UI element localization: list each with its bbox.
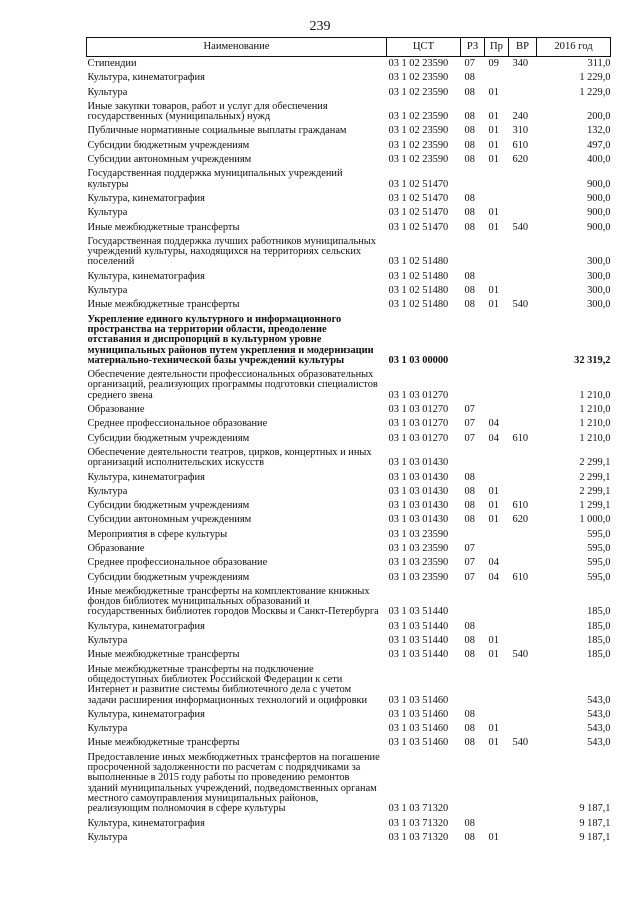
cell-rz <box>461 167 485 192</box>
cell-sum: 900,0 <box>587 221 611 233</box>
cell-rz: 08 <box>464 500 475 512</box>
cell-name: Культура <box>87 635 128 647</box>
table-row <box>87 71 611 85</box>
cell-pr <box>485 542 509 556</box>
cell-rz: 08 <box>464 831 475 843</box>
cell-vr: 610 <box>512 432 529 444</box>
cell-pr <box>485 817 509 831</box>
cell-vr: 610 <box>512 500 529 512</box>
table-row <box>87 708 611 722</box>
cell-name: Культура <box>87 207 128 219</box>
cell-rz: 08 <box>464 139 475 151</box>
cell-pr: 01 <box>488 139 499 151</box>
table-row <box>87 620 611 634</box>
table-row <box>87 817 611 831</box>
table-row <box>87 571 611 585</box>
cell-sum: 185,0 <box>587 620 611 632</box>
cell-vr: 540 <box>512 299 529 311</box>
cell-name: Среднее профессиональное образование <box>87 418 268 430</box>
table-row <box>87 648 611 662</box>
cell-pr <box>485 663 509 708</box>
cell-name: Иные межбюджетные трансферты на комплектование книжных фондов библиотек муниципальных образований и государственных библиотек городов Москвы и Санкт-Петербурга <box>87 585 379 618</box>
cell-pr <box>485 403 509 417</box>
table-row <box>87 270 611 284</box>
cell-rz: 08 <box>464 649 475 661</box>
cell-pr <box>485 528 509 542</box>
table-row <box>87 284 611 298</box>
cell-vr: 540 <box>512 737 529 749</box>
cell-cst: 03 1 03 01270 <box>388 418 449 430</box>
cell-rz <box>461 368 485 403</box>
cell-name: Образование <box>87 542 145 554</box>
cell-cst: 03 1 02 23590 <box>388 111 449 123</box>
cell-pr: 01 <box>488 125 499 137</box>
cell-rz <box>461 446 485 471</box>
cell-sum: 200,0 <box>587 111 611 123</box>
cell-pr: 04 <box>488 571 499 583</box>
table-row <box>87 298 611 312</box>
cell-sum: 543,0 <box>587 723 611 735</box>
cell-pr: 01 <box>488 111 499 123</box>
cell-sum: 2 299,1 <box>579 457 611 469</box>
cell-pr: 01 <box>488 221 499 233</box>
cell-pr: 04 <box>488 432 499 444</box>
cell-rz: 08 <box>464 192 475 204</box>
cell-rz: 08 <box>464 207 475 219</box>
table-row <box>87 235 611 270</box>
cell-vr <box>509 192 537 206</box>
cell-sum: 543,0 <box>587 694 611 706</box>
cell-pr <box>485 368 509 403</box>
cell-rz: 08 <box>464 471 475 483</box>
cell-vr <box>509 446 537 471</box>
cell-cst: 03 1 03 71320 <box>388 817 449 829</box>
cell-vr <box>509 368 537 403</box>
cell-cst: 03 1 02 51480 <box>388 299 449 311</box>
cell-cst: 03 1 03 01270 <box>388 404 449 416</box>
cell-vr <box>509 528 537 542</box>
cell-vr <box>509 708 537 722</box>
cell-rz: 08 <box>464 620 475 632</box>
budget-table <box>86 37 610 845</box>
cell-pr <box>485 471 509 485</box>
cell-rz: 08 <box>464 723 475 735</box>
cell-cst: 03 1 03 01270 <box>388 432 449 444</box>
table-row <box>87 736 611 750</box>
cell-vr <box>509 167 537 192</box>
cell-vr: 620 <box>512 154 529 166</box>
header-name: Наименование <box>87 38 387 57</box>
cell-rz <box>461 528 485 542</box>
cell-name: Культура <box>87 723 128 735</box>
cell-vr: 610 <box>512 571 529 583</box>
cell-vr: 340 <box>512 58 529 69</box>
cell-sum: 497,0 <box>587 139 611 151</box>
cell-name: Предоставление иных межбюджетных трансфертов на погашение просроченной задолженности по расчетам с подрядчиками за выполненные в 2015 году работы по проведению ремонтов зданий муниципальных учреждений, подведомственных органам местного самоуправления муниципальных районов, реализующим полномочия в сфере культуры <box>87 751 380 815</box>
cell-vr <box>509 471 537 485</box>
cell-cst: 03 1 03 23590 <box>388 557 449 569</box>
cell-rz: 08 <box>464 221 475 233</box>
cell-cst: 03 1 03 51460 <box>388 694 449 706</box>
cell-cst: 03 1 03 51460 <box>388 737 449 749</box>
table-header-row <box>87 38 611 57</box>
cell-vr <box>509 485 537 499</box>
cell-sum: 311,0 <box>587 58 611 69</box>
cell-rz: 07 <box>464 432 475 444</box>
table-row <box>87 417 611 431</box>
cell-rz: 07 <box>464 418 475 430</box>
cell-name: Культура, кинематография <box>87 192 205 204</box>
cell-vr <box>509 270 537 284</box>
cell-vr <box>509 634 537 648</box>
cell-name: Культура, кинематография <box>87 620 205 632</box>
cell-pr <box>485 585 509 620</box>
cell-cst: 03 1 02 23590 <box>388 125 449 137</box>
cell-cst: 03 1 02 51480 <box>388 285 449 297</box>
cell-sum: 1 210,0 <box>579 432 611 444</box>
cell-pr <box>485 235 509 270</box>
cell-pr: 01 <box>488 207 499 219</box>
cell-rz: 08 <box>464 299 475 311</box>
table-row <box>87 446 611 471</box>
cell-rz <box>461 751 485 817</box>
cell-pr <box>485 313 509 368</box>
cell-name: Укрепление единого культурного и информационного пространства на территории области, преодоление отставания и диспропорций в культурном уровне муниципальных районов путем укрепления и модернизации материально-технической базы учреждений культуры <box>87 313 374 366</box>
cell-sum: 543,0 <box>587 737 611 749</box>
cell-pr: 01 <box>488 500 499 512</box>
cell-sum: 1 229,0 <box>579 72 611 84</box>
cell-cst: 03 1 02 51470 <box>388 221 449 233</box>
cell-rz: 07 <box>464 557 475 569</box>
cell-cst: 03 1 02 23590 <box>388 58 449 69</box>
cell-vr <box>509 235 537 270</box>
cell-vr <box>509 313 537 368</box>
cell-sum: 543,0 <box>587 708 611 720</box>
cell-name: Культура, кинематография <box>87 708 205 720</box>
cell-sum: 9 187,1 <box>579 803 611 815</box>
cell-pr <box>485 446 509 471</box>
cell-name: Иные межбюджетные трансферты <box>87 649 240 661</box>
cell-cst: 03 1 02 23590 <box>388 86 449 98</box>
cell-rz: 08 <box>464 737 475 749</box>
cell-cst: 03 1 03 01430 <box>388 500 449 512</box>
header-pr: Пр <box>485 38 509 57</box>
cell-pr: 01 <box>488 649 499 661</box>
cell-vr: 540 <box>512 221 529 233</box>
table-row <box>87 831 611 845</box>
cell-name: Государственная поддержка муниципальных учреждений культуры <box>87 168 343 190</box>
cell-sum: 1 210,0 <box>579 389 611 401</box>
cell-name: Культура, кинематография <box>87 72 205 84</box>
table-row <box>87 513 611 527</box>
cell-rz: 08 <box>464 485 475 497</box>
cell-pr: 01 <box>488 635 499 647</box>
cell-rz <box>461 235 485 270</box>
cell-sum: 900,0 <box>587 178 611 190</box>
cell-rz <box>461 663 485 708</box>
cell-name: Мероприятия в сфере культуры <box>87 528 228 540</box>
cell-name: Культура <box>87 285 128 297</box>
cell-pr: 01 <box>488 485 499 497</box>
cell-rz: 07 <box>464 58 475 69</box>
cell-name: Культура, кинематография <box>87 817 205 829</box>
cell-pr <box>485 708 509 722</box>
page-number: 239 <box>309 19 331 34</box>
table-row <box>87 221 611 235</box>
cell-pr: 01 <box>488 299 499 311</box>
cell-vr <box>509 663 537 708</box>
cell-pr <box>485 620 509 634</box>
cell-name: Среднее профессиональное образование <box>87 557 268 569</box>
table-row <box>87 139 611 153</box>
cell-vr <box>509 417 537 431</box>
cell-cst: 03 1 03 01430 <box>388 514 449 526</box>
cell-name: Субсидии бюджетным учреждениям <box>87 139 250 151</box>
cell-sum: 185,0 <box>587 635 611 647</box>
cell-name: Культура, кинематография <box>87 471 205 483</box>
cell-sum: 1 229,0 <box>579 86 611 98</box>
table-row <box>87 751 611 817</box>
cell-cst: 03 1 02 23590 <box>388 72 449 84</box>
cell-rz: 08 <box>464 111 475 123</box>
cell-name: Культура, кинематография <box>87 270 205 282</box>
cell-cst: 03 1 03 51440 <box>388 620 449 632</box>
cell-sum: 1 210,0 <box>579 404 611 416</box>
cell-vr <box>509 403 537 417</box>
cell-vr <box>509 284 537 298</box>
cell-cst: 03 1 03 71320 <box>388 831 449 843</box>
cell-cst: 03 1 02 51470 <box>388 192 449 204</box>
cell-rz <box>461 585 485 620</box>
table-row <box>87 86 611 100</box>
cell-sum: 900,0 <box>587 207 611 219</box>
cell-cst: 03 1 03 51460 <box>388 708 449 720</box>
cell-sum: 9 187,1 <box>579 817 611 829</box>
cell-sum: 132,0 <box>587 125 611 137</box>
header-vr: ВР <box>509 38 537 57</box>
cell-vr <box>509 206 537 220</box>
cell-rz: 08 <box>464 635 475 647</box>
cell-name: Субсидии бюджетным учреждениям <box>87 500 250 512</box>
table-body <box>87 57 611 846</box>
cell-name: Субсидии бюджетным учреждениям <box>87 571 250 583</box>
cell-name: Культура <box>87 485 128 497</box>
cell-pr: 01 <box>488 831 499 843</box>
table-row <box>87 528 611 542</box>
cell-vr: 540 <box>512 649 529 661</box>
cell-sum: 1 210,0 <box>579 418 611 430</box>
table-row <box>87 485 611 499</box>
table-row <box>87 585 611 620</box>
cell-pr: 01 <box>488 723 499 735</box>
cell-rz: 08 <box>464 72 475 84</box>
cell-rz: 08 <box>464 817 475 829</box>
table-row <box>87 663 611 708</box>
cell-name: Культура <box>87 86 128 98</box>
cell-cst: 03 1 03 51460 <box>388 723 449 735</box>
cell-name: Публичные нормативные социальные выплаты гражданам <box>87 125 347 137</box>
cell-rz: 08 <box>464 708 475 720</box>
cell-pr: 04 <box>488 557 499 569</box>
header-sum: 2016 год <box>537 38 611 57</box>
table-row <box>87 432 611 446</box>
table-row <box>87 471 611 485</box>
cell-vr: 310 <box>512 125 529 137</box>
table-row <box>87 556 611 570</box>
cell-sum: 595,0 <box>587 557 611 569</box>
cell-name: Иные межбюджетные трансферты на подключение общедоступных библиотек Российской Федерации к сети Интернет и развитие системы библиотечного дела с учетом задачи расширения информационных технологий и оцифровки <box>87 663 368 706</box>
cell-sum: 185,0 <box>587 606 611 618</box>
cell-pr <box>485 167 509 192</box>
cell-name: Субсидии автономным учреждениям <box>87 154 252 166</box>
table-row <box>87 167 611 192</box>
table-row <box>87 403 611 417</box>
cell-vr: 240 <box>512 111 529 123</box>
cell-pr: 04 <box>488 418 499 430</box>
cell-sum: 595,0 <box>587 571 611 583</box>
cell-rz: 08 <box>464 154 475 166</box>
cell-name: Образование <box>87 404 145 416</box>
cell-sum: 300,0 <box>587 256 611 268</box>
cell-rz <box>461 313 485 368</box>
header-rz: РЗ <box>461 38 485 57</box>
cell-name: Иные межбюджетные трансферты <box>87 221 240 233</box>
cell-pr: 01 <box>488 154 499 166</box>
cell-cst: 03 1 03 23590 <box>388 528 449 540</box>
table-row <box>87 206 611 220</box>
cell-cst: 03 1 03 51440 <box>388 649 449 661</box>
table-row <box>87 192 611 206</box>
cell-rz: 08 <box>464 125 475 137</box>
cell-sum: 300,0 <box>587 299 611 311</box>
table-row <box>87 153 611 167</box>
cell-name: Иные закупки товаров, работ и услуг для обеспечения государственных (муниципальных) нужд <box>87 100 328 123</box>
cell-name: Обеспечение деятельности профессиональных образовательных организаций, реализующих программы подготовки специалистов среднего звена <box>87 369 378 401</box>
cell-pr <box>485 192 509 206</box>
cell-cst: 03 1 03 01430 <box>388 485 449 497</box>
table-row <box>87 124 611 138</box>
cell-sum: 300,0 <box>587 285 611 297</box>
cell-cst: 03 1 02 23590 <box>388 139 449 151</box>
cell-vr: 610 <box>512 139 529 151</box>
cell-rz: 08 <box>464 86 475 98</box>
cell-sum: 400,0 <box>587 154 611 166</box>
table-row <box>87 57 611 72</box>
cell-sum: 595,0 <box>587 528 611 540</box>
cell-cst: 03 1 03 01430 <box>388 471 449 483</box>
cell-cst: 03 1 02 51480 <box>388 270 449 282</box>
cell-rz: 07 <box>464 542 475 554</box>
cell-cst: 03 1 03 51440 <box>388 606 449 618</box>
cell-vr <box>509 71 537 85</box>
cell-vr <box>509 86 537 100</box>
cell-vr <box>509 556 537 570</box>
cell-sum: 1 000,0 <box>579 514 611 526</box>
cell-cst: 03 1 03 01270 <box>388 389 449 401</box>
cell-vr <box>509 585 537 620</box>
cell-sum: 9 187,1 <box>579 831 611 843</box>
cell-name: Культура <box>87 831 128 843</box>
cell-cst: 03 1 03 00000 <box>388 354 449 366</box>
cell-rz: 08 <box>464 514 475 526</box>
cell-pr <box>485 71 509 85</box>
cell-rz: 07 <box>464 404 475 416</box>
cell-vr <box>509 722 537 736</box>
cell-pr: 01 <box>488 514 499 526</box>
table-row <box>87 499 611 513</box>
table-row <box>87 100 611 125</box>
cell-rz: 08 <box>464 270 475 282</box>
cell-sum: 2 299,1 <box>579 471 611 483</box>
cell-name: Субсидии автономным учреждениям <box>87 514 252 526</box>
cell-sum: 300,0 <box>587 270 611 282</box>
cell-vr <box>509 817 537 831</box>
cell-cst: 03 1 02 51470 <box>388 178 449 190</box>
cell-rz: 08 <box>464 285 475 297</box>
table-row <box>87 634 611 648</box>
cell-name: Стипендии <box>87 58 137 69</box>
cell-cst: 03 1 03 23590 <box>388 542 449 554</box>
cell-pr: 01 <box>488 285 499 297</box>
cell-sum: 900,0 <box>587 192 611 204</box>
cell-sum: 1 299,1 <box>579 500 611 512</box>
cell-cst: 03 1 02 23590 <box>388 154 449 166</box>
cell-pr: 01 <box>488 86 499 98</box>
cell-rz: 07 <box>464 571 475 583</box>
cell-vr <box>509 542 537 556</box>
table-row <box>87 368 611 403</box>
cell-name: Субсидии бюджетным учреждениям <box>87 432 250 444</box>
cell-name: Государственная поддержка лучших работников муниципальных учреждений культуры, находящихся на территориях сельских поселений <box>87 235 376 268</box>
cell-cst: 03 1 03 51440 <box>388 635 449 647</box>
cell-pr: 09 <box>488 58 499 69</box>
cell-cst: 03 1 03 71320 <box>388 803 449 815</box>
cell-cst: 03 1 03 23590 <box>388 571 449 583</box>
header-cst: ЦСТ <box>387 38 461 57</box>
cell-name: Обеспечение деятельности театров, цирков, концертных и иных организаций исполнительских искусств <box>87 446 372 469</box>
table-row <box>87 722 611 736</box>
cell-name: Иные межбюджетные трансферты <box>87 737 240 749</box>
cell-vr: 620 <box>512 514 529 526</box>
cell-vr <box>509 620 537 634</box>
cell-vr <box>509 751 537 817</box>
cell-sum: 32 319,2 <box>574 354 611 366</box>
cell-sum: 595,0 <box>587 542 611 554</box>
table-row <box>87 313 611 368</box>
cell-pr <box>485 751 509 817</box>
table-row <box>87 542 611 556</box>
cell-sum: 2 299,1 <box>579 485 611 497</box>
cell-name: Иные межбюджетные трансферты <box>87 299 240 311</box>
cell-cst: 03 1 02 51480 <box>388 256 449 268</box>
cell-sum: 185,0 <box>587 649 611 661</box>
cell-pr: 01 <box>488 737 499 749</box>
cell-pr <box>485 270 509 284</box>
cell-cst: 03 1 03 01430 <box>388 457 449 469</box>
cell-vr <box>509 831 537 845</box>
cell-cst: 03 1 02 51470 <box>388 207 449 219</box>
